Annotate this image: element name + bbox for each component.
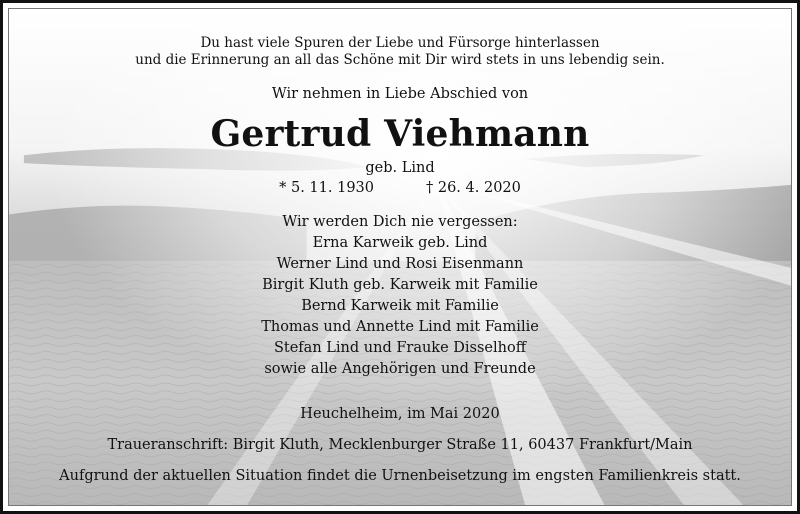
mourner-entry: Thomas und Annette Lind mit Familie <box>261 319 539 335</box>
mourners-heading: Wir werden Dich nie vergessen: <box>282 214 518 230</box>
memorial-verse <box>9 35 791 69</box>
mourners-list <box>9 212 791 380</box>
deceased-name: Gertrud Viehmann <box>210 113 590 155</box>
mourner-entry: Birgit Kluth geb. Karweik mit Familie <box>262 277 538 293</box>
mourner-entry: Stefan Lind und Frauke Disselhoff <box>273 340 527 356</box>
verse-line: Du hast viele Spuren der Liebe und Fürsorge hinterlassen <box>200 35 600 51</box>
verse-line: und die Erinnerung an all das Schöne mit Dir wird stets in uns lebendig sein. <box>135 52 665 68</box>
mourner-entry: Bernd Karweik mit Familie <box>301 298 499 314</box>
life-dates <box>9 180 791 196</box>
mourning-address: Traueranschrift: Birgit Kluth, Mecklenburger Straße 11, 60437 Frankfurt/Main <box>107 437 693 453</box>
death-date: † 26. 4. 2020 <box>426 180 521 196</box>
place-and-date: Heuchelheim, im Mai 2020 <box>300 406 500 422</box>
mourner-entry: sowie alle Angehörigen und Freunde <box>264 361 536 377</box>
mourner-entry: Erna Karweik geb. Lind <box>312 235 488 251</box>
card-inner-border <box>8 8 792 506</box>
funeral-notice: Aufgrund der aktuellen Situation findet die Urnenbeisetzung im engsten Familienkreis statt. <box>59 468 741 484</box>
farewell-intro: Wir nehmen in Liebe Abschied von <box>271 86 529 102</box>
maiden-name: geb. Lind <box>365 160 435 176</box>
mourner-entry: Werner Lind und Rosi Eisenmann <box>276 256 524 272</box>
birth-date: * 5. 11. 1930 <box>279 180 374 196</box>
